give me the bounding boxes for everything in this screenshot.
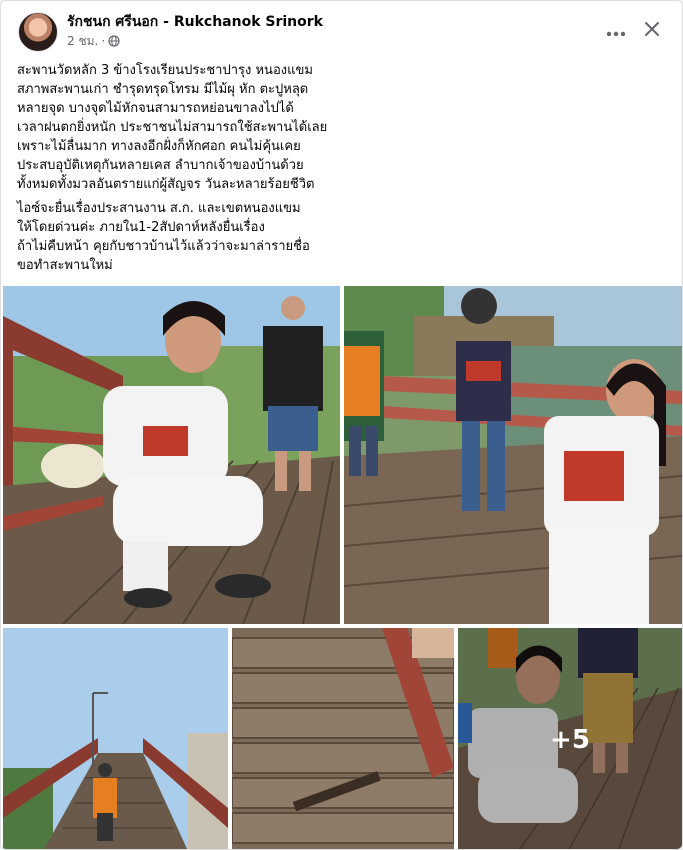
post-paragraph-1: [17, 61, 357, 194]
post-photo-5[interactable]: [458, 628, 682, 850]
text-line: เพราะไม้ลื่นมาก ทางลงอีกฝั่งก็หักศอก คนไม่คุ้นเคย: [17, 139, 301, 154]
text-line: ให้โดยด่วนค่ะ ภายใน1-2สัปดาห์หลังยื่นเรื่อง: [17, 220, 265, 235]
text-line: ถ้าไม่คืบหน้า คุยกับชาวบ้านไว้แล้วว่าจะมาล่ารายชื่อ: [17, 239, 310, 254]
post-text: [17, 61, 357, 275]
post-header: [1, 1, 683, 59]
close-button[interactable]: [636, 15, 668, 47]
text-line: ทั้งหมดทั้งมวลอันตรายแก่ผู้สัญจร วันละหลายร้อยชีวิต: [17, 177, 315, 192]
text-line: ประสบอุบัติเหตุกันหลายเคส ลำบากเจ้าของบ้านด้วย: [17, 158, 304, 173]
post-photo-3[interactable]: [3, 628, 228, 850]
text-line: ขอทำสะพานใหม่: [17, 258, 113, 273]
text-line: สะพานวัดหลัก 3 ข้างโรงเรียนประชาปารุง หนองแขม: [17, 63, 313, 78]
post-paragraph-2: [17, 199, 357, 275]
post-time[interactable]: 2 ชม.: [67, 34, 99, 48]
more-horizontal-icon: [606, 22, 626, 41]
post-photo-1[interactable]: [3, 286, 340, 624]
author-name[interactable]: รักชนก ศรีนอก - Rukchanok Srinork: [67, 14, 323, 30]
avatar[interactable]: [18, 12, 58, 52]
more-photos-overlay[interactable]: +5: [458, 628, 682, 850]
post-meta: [67, 33, 120, 49]
globe-icon[interactable]: [108, 35, 120, 47]
post-photo-2[interactable]: [344, 286, 682, 624]
text-line: ไอซ์จะยื่นเรื่องประสานงาน ส.ก. และเขตหนองแขม: [17, 201, 301, 216]
text-line: สภาพสะพานเก่า ชำรุดทรุดโทรม มีไม้ผุ หัก ตะปูหลุด: [17, 82, 309, 97]
close-icon: [644, 21, 660, 41]
meta-separator: ·: [101, 34, 106, 48]
post-photo-4[interactable]: [232, 628, 454, 850]
more-options-button[interactable]: [600, 15, 632, 47]
text-line: หลายจุด บางจุดไม้หักจนสามารถหย่อนขาลงไปได้: [17, 101, 294, 116]
text-line: เวลาฝนตกยิ่งหนัก ประชาชนไม่สามารถใช้สะพานได้เลย: [17, 120, 328, 135]
